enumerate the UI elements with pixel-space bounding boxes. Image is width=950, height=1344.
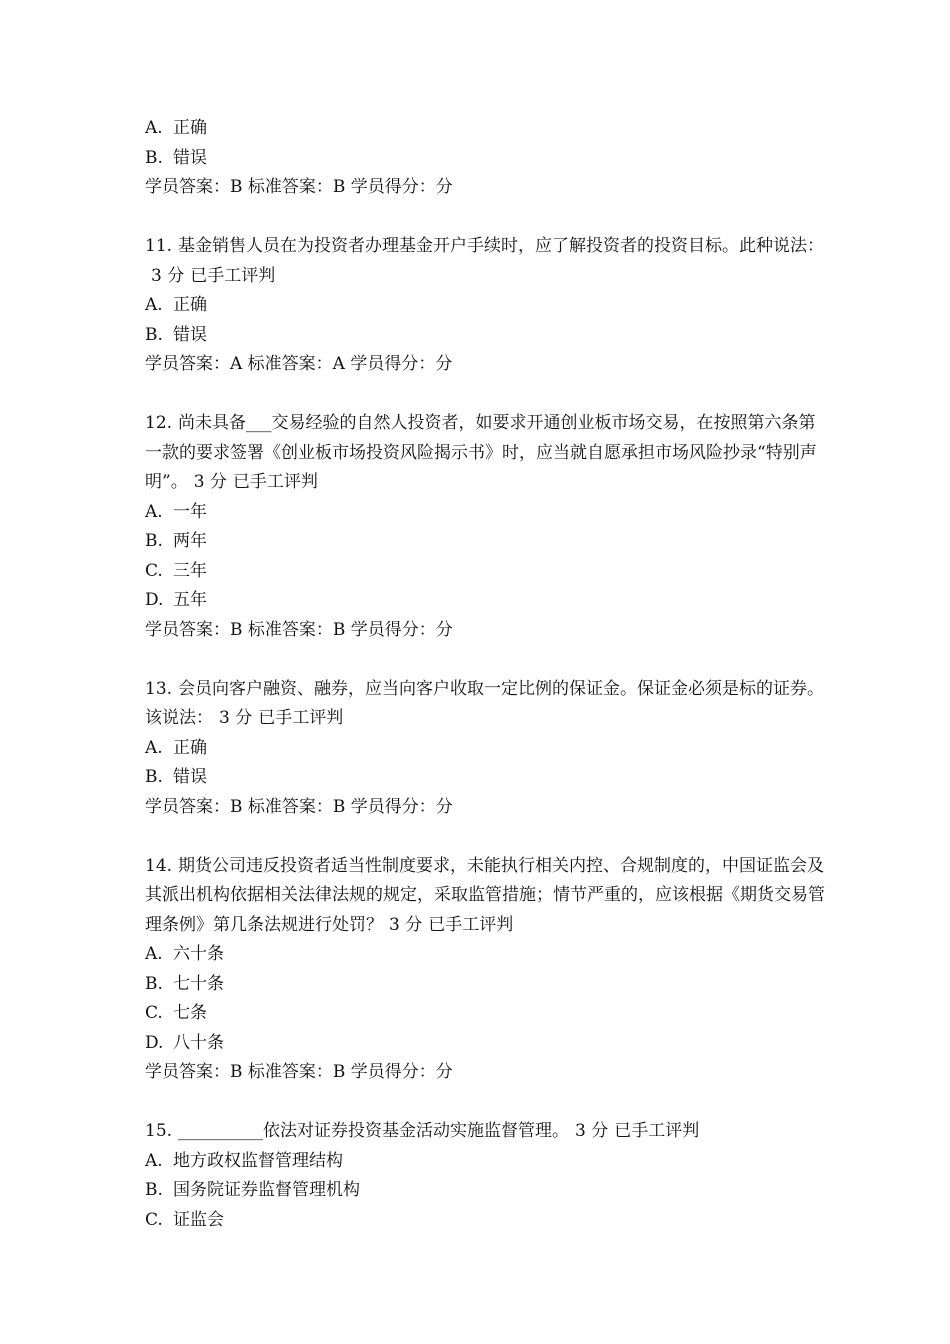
question-12 xyxy=(145,409,825,645)
question-fragment xyxy=(145,114,825,203)
option-b: B. 错误 xyxy=(145,324,207,345)
option-a: A. 正确 xyxy=(145,295,207,315)
option-b: B. 两年 xyxy=(145,531,207,551)
option-a: A. 六十条 xyxy=(145,944,224,964)
answer-line: 学员答案：B 标准答案：B 学员得分：分 xyxy=(145,1062,453,1082)
question-11 xyxy=(145,232,825,380)
question-text: 15. __________依法对证券投资基金活动实施监督管理。 3 分 已手工评判 xyxy=(145,1121,700,1141)
answer-line: 学员答案：A 标准答案：A 学员得分：分 xyxy=(145,354,453,374)
question-text: 11. 基金销售人员在为投资者办理基金开户手续时，应了解投资者的投资目标。此种说法：3 分 已手工评判 xyxy=(145,236,825,286)
question-15 xyxy=(145,1117,825,1235)
option-b: B. 错误 xyxy=(145,767,207,787)
answer-line: 学员答案：B 标准答案：B 学员得分：分 xyxy=(145,619,453,640)
option-b: B. 错误 xyxy=(145,147,207,168)
question-13 xyxy=(145,675,825,823)
answer-line: 学员答案：B 标准答案：B 学员得分：分 xyxy=(145,796,453,817)
option-d: D. 五年 xyxy=(145,590,207,610)
option-d: D. 八十条 xyxy=(145,1032,224,1053)
question-text: 14. 期货公司违反投资者适当性制度要求，未能执行相关内控、合规制度的，中国证监会及其派出机构依据相关法律法规的规定，采取监管措施；情节严重的，应该根据《期货交易管理条例》第几条法规进行处罚？ 3 分 已手工评判 xyxy=(145,855,825,935)
question-14 xyxy=(145,852,825,1088)
question-text: 13. 会员向客户融资、融券，应当向客户收取一定比例的保证金。保证金必须是标的证券。该说法： 3 分 已手工评判 xyxy=(145,678,825,728)
option-c: C. 七条 xyxy=(145,1003,207,1023)
option-a: A. 地方政权监督管理结构 xyxy=(145,1150,343,1171)
option-b: B. 国务院证券监督管理机构 xyxy=(145,1180,360,1200)
exam-document xyxy=(145,114,825,1235)
option-a: A. 正确 xyxy=(145,737,207,758)
option-a: A. 正确 xyxy=(145,118,207,138)
option-c: C. 证监会 xyxy=(145,1209,224,1230)
option-a: A. 一年 xyxy=(145,501,207,522)
answer-line: 学员答案：B 标准答案：B 学员得分：分 xyxy=(145,177,453,197)
question-text: 12. 尚未具备___交易经验的自然人投资者，如要求开通创业板市场交易，在按照第六条第一款的要求签署《创业板市场投资风险揭示书》时，应当就自愿承担市场风险抄录“特别声明”。 3 分 已手工评判 xyxy=(145,413,817,492)
option-c: C. 三年 xyxy=(145,560,207,581)
option-b: B. 七十条 xyxy=(145,973,224,994)
